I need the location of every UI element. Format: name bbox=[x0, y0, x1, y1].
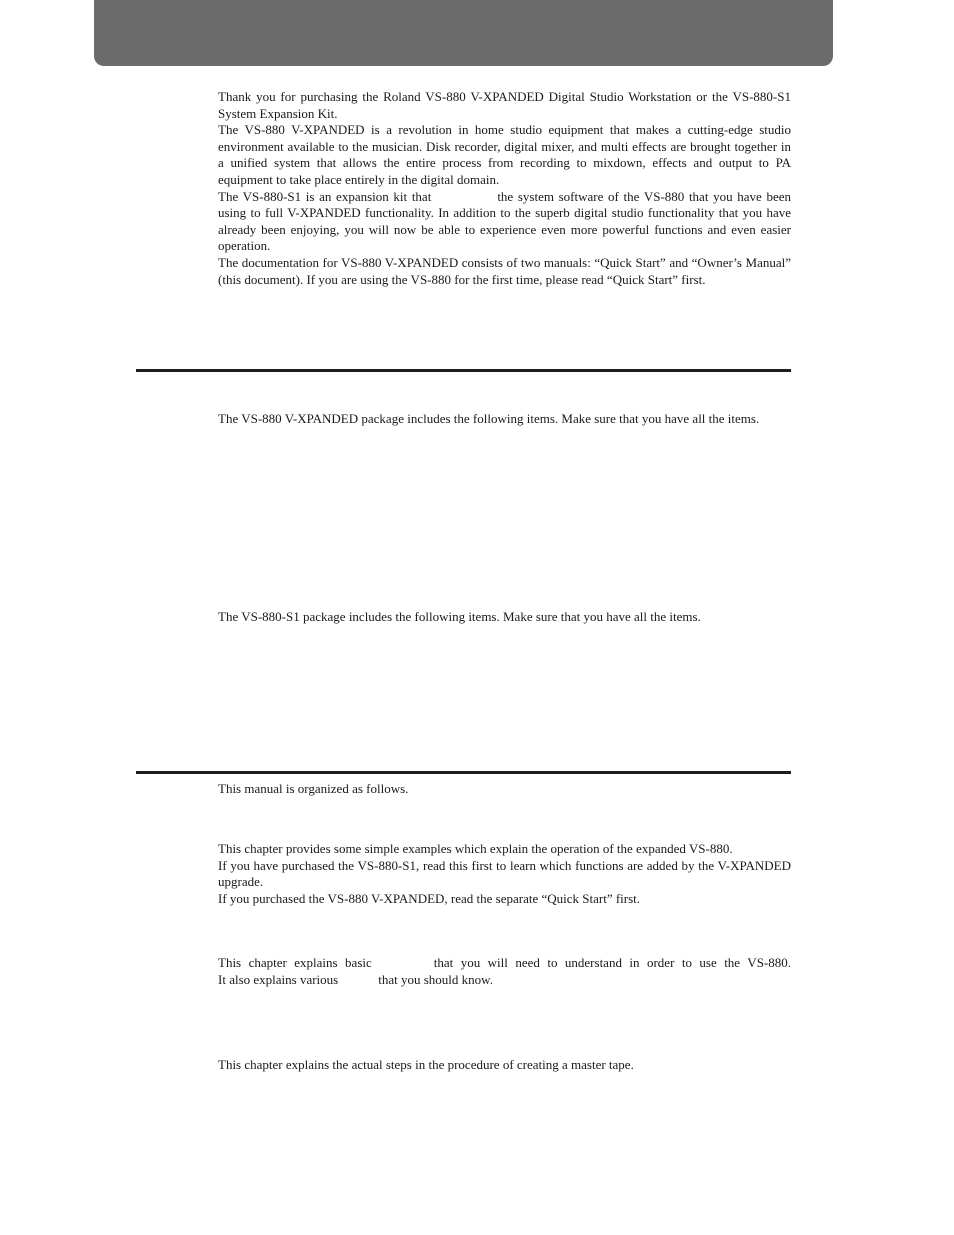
chapter-1-paragraph-3: If you purchased the VS-880 V-XPANDED, read the separate “Quick Start” first. bbox=[218, 890, 641, 906]
intro-paragraph-3-end: the system software of the VS-880 that you have been using to full V-XPANDED functionality. In addition to the superb digital studio functionality that you have already been enjoying, you will now be able to experience even more powerful functions and even easier operation. bbox=[218, 188, 791, 254]
package-vxpanded-paragraph: The VS-880 V-XPANDED package includes the following items. Make sure that you have all the items. bbox=[218, 411, 760, 426]
chapter-1-paragraph-1: This chapter provides some simple examples which explain the operation of the expanded VS-880. bbox=[218, 841, 733, 856]
section-divider-package bbox=[136, 369, 791, 372]
chapter-2-line-2-end: that you should know. bbox=[378, 971, 493, 987]
package-vxpanded-text bbox=[218, 411, 791, 428]
package-s1-paragraph: The VS-880-S1 package includes the following items. Make sure that you have all the items. bbox=[218, 609, 701, 624]
intro-paragraph-2: The VS-880 V-XPANDED is a revolution in home studio equipment that makes a cutting-edge studio environment available to the musician. Disk recorder, digital mixer, and multi effects are brought together in a unified system that allows the entire process from recording to mixdown, effects and output to PA equipment to take place entirely in the digital domain. bbox=[218, 122, 791, 187]
chapter-header-bar bbox=[94, 0, 833, 66]
chapter-3-paragraph: This chapter explains the actual steps in the procedure of creating a master tape. bbox=[218, 1057, 634, 1072]
manual-organized-paragraph: This manual is organized as follows. bbox=[218, 781, 409, 796]
chapter-1-description bbox=[218, 841, 791, 907]
chapter-2-line-2-start: It also explains various bbox=[218, 971, 339, 987]
package-s1-text bbox=[218, 609, 791, 626]
chapter-2-line-1-end: that you will need to understand in order to use the VS-880. bbox=[433, 955, 791, 970]
chapter-2-line-1 bbox=[218, 955, 791, 972]
chapter-2-description bbox=[218, 955, 791, 988]
section-divider-manual bbox=[136, 771, 791, 774]
chapter-1-paragraph-2: If you have purchased the VS-880-S1, read this first to learn which functions are added by the V-XPANDED upgrade. bbox=[218, 857, 791, 890]
intro-paragraph-4: The documentation for VS-880 V-XPANDED consists of two manuals: “Quick Start” and “Owner’s Manual” (this document). If you are using the VS-880 for the first time, please read “Quick Start” first. bbox=[218, 254, 791, 287]
intro-section bbox=[218, 89, 791, 288]
chapter-2-line-2 bbox=[218, 972, 791, 989]
chapter-3-description bbox=[218, 1057, 791, 1074]
intro-paragraph-3 bbox=[218, 189, 791, 255]
manual-organized-text bbox=[218, 781, 791, 798]
chapter-2-line-1-start: This chapter explains basic bbox=[218, 955, 372, 970]
intro-paragraph-1: Thank you for purchasing the Roland VS-880 V-XPANDED Digital Studio Workstation or the VS-880-S1 System Expansion Kit. bbox=[218, 89, 791, 121]
intro-paragraph-3-start: The VS-880-S1 is an expansion kit that bbox=[218, 188, 432, 204]
